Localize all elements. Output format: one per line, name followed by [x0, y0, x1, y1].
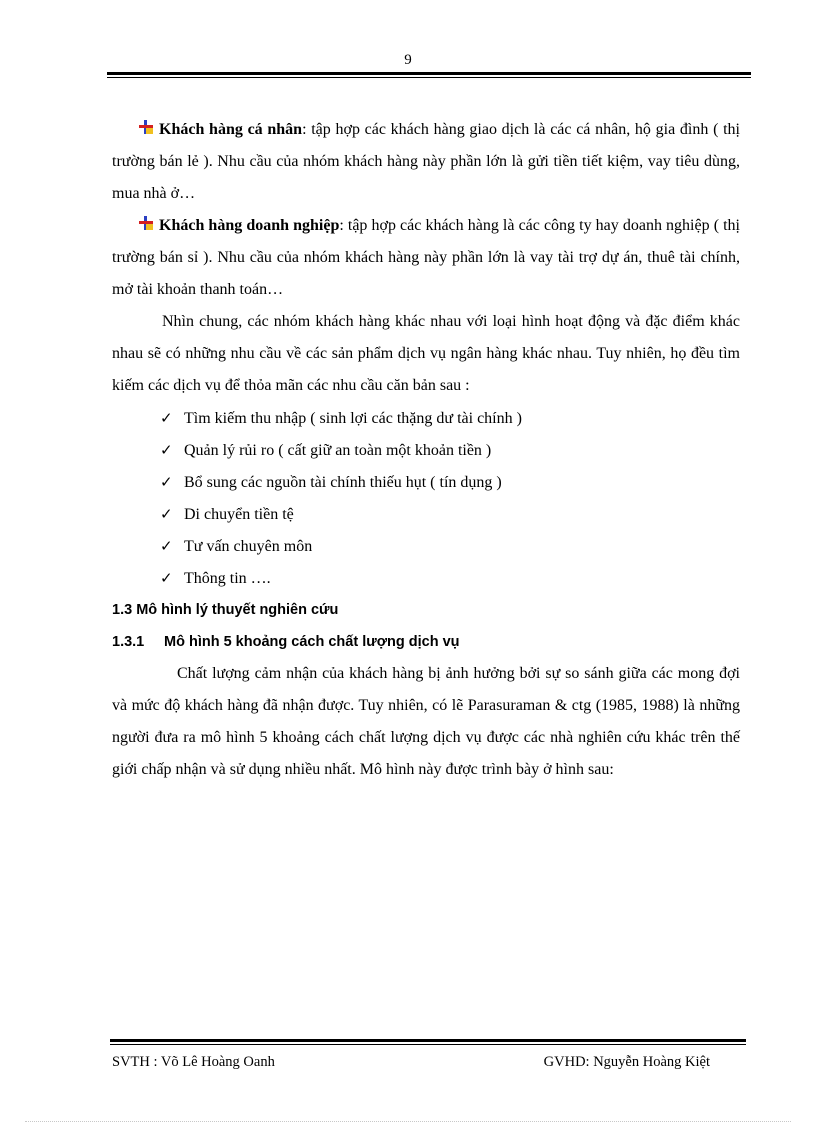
check-icon: ✓ [160, 409, 173, 427]
footer-advisor: GVHD: Nguyễn Hoàng Kiệt [543, 1054, 710, 1070]
bullet-paragraph-individual [112, 114, 740, 210]
paragraph-needs-intro: Nhìn chung, các nhóm khách hàng khác nhau với loại hình hoạt động và đặc điểm khác nhau sẽ có những nhu cầu về các sản phẩm dịch vụ ngân hàng khác nhau. Tuy nhiên, họ đều tìm kiếm các dịch vụ để thỏa mãn các nhu cầu căn bản sau : [112, 313, 740, 394]
check-icon: ✓ [160, 441, 173, 459]
bullet-icon [137, 120, 155, 136]
list-item: ✓ Thông tin …. [160, 562, 740, 594]
bullet-text: : tập hợp các khách hàng là các công ty hay doanh nghiệp ( thị trường bán sỉ ). Nhu cầu của nhóm khách hàng này phần lớn là vay tài trợ dự án, thuê tài chính, mở tài khoản thanh toán… [112, 217, 740, 298]
check-icon: ✓ [160, 569, 173, 587]
list-item: ✓ Quản lý rủi ro ( cất giữ an toàn một khoản tiền ) [160, 434, 740, 466]
bullet-term: Khách hàng doanh nghiệp [159, 217, 340, 234]
check-icon: ✓ [160, 473, 173, 491]
subsection-heading [112, 626, 740, 658]
check-icon: ✓ [160, 505, 173, 523]
subsection-title: Mô hình 5 khoảng cách chất lượng dịch vụ [164, 634, 460, 650]
bullet-paragraph-business [112, 210, 740, 306]
list-item: ✓ Di chuyển tiền tệ [160, 498, 740, 530]
bullet-term: Khách hàng cá nhân [159, 121, 303, 138]
list-item: ✓ Tìm kiếm thu nhập ( sinh lợi các thặng dư tài chính ) [160, 402, 740, 434]
paragraph-gap-model: Chất lượng cảm nhận của khách hàng bị ảnh hưởng bởi sự so sánh giữa các mong đợi và mức độ khách hàng đã nhận được. Tuy nhiên, có lẽ Parasuraman & ctg (1985, 1988) là những người đưa ra mô hình 5 khoảng cách chất lượng dịch vụ được các nhà nghiên cứu khác trên thế giới chấp nhận và sử dụng nhiều nhất. Mô hình này được trình bày ở hình sau: [112, 665, 740, 778]
section-title: Mô hình lý thuyết nghiên cứu [136, 602, 339, 618]
check-icon: ✓ [160, 537, 173, 555]
needs-list [112, 402, 740, 594]
subsection-number: 1.3.1 [112, 634, 145, 650]
footer-student: SVTH : Võ Lê Hoàng Oanh [112, 1054, 275, 1070]
section-number: 1.3 [112, 602, 133, 618]
section-heading [112, 594, 740, 626]
list-item: ✓ Bổ sung các nguồn tài chính thiếu hụt ( tín dụng ) [160, 466, 740, 498]
document-body [112, 114, 740, 786]
page-edge-divider [25, 1121, 791, 1122]
footer-rule [110, 1039, 746, 1045]
header-rule [107, 72, 751, 78]
bullet-text: : tập hợp các khách hàng giao dịch là các cá nhân, hộ gia đình ( thị trường bán lẻ ). Nhu cầu của nhóm khách hàng này phần lớn là gửi tiền tiết kiệm, vay tiêu dùng, mua nhà ở… [112, 121, 740, 202]
bullet-icon [137, 216, 155, 232]
footer [112, 1054, 710, 1071]
list-item: ✓ Tư vấn chuyên môn [160, 530, 740, 562]
page-number: 9 [404, 52, 412, 68]
